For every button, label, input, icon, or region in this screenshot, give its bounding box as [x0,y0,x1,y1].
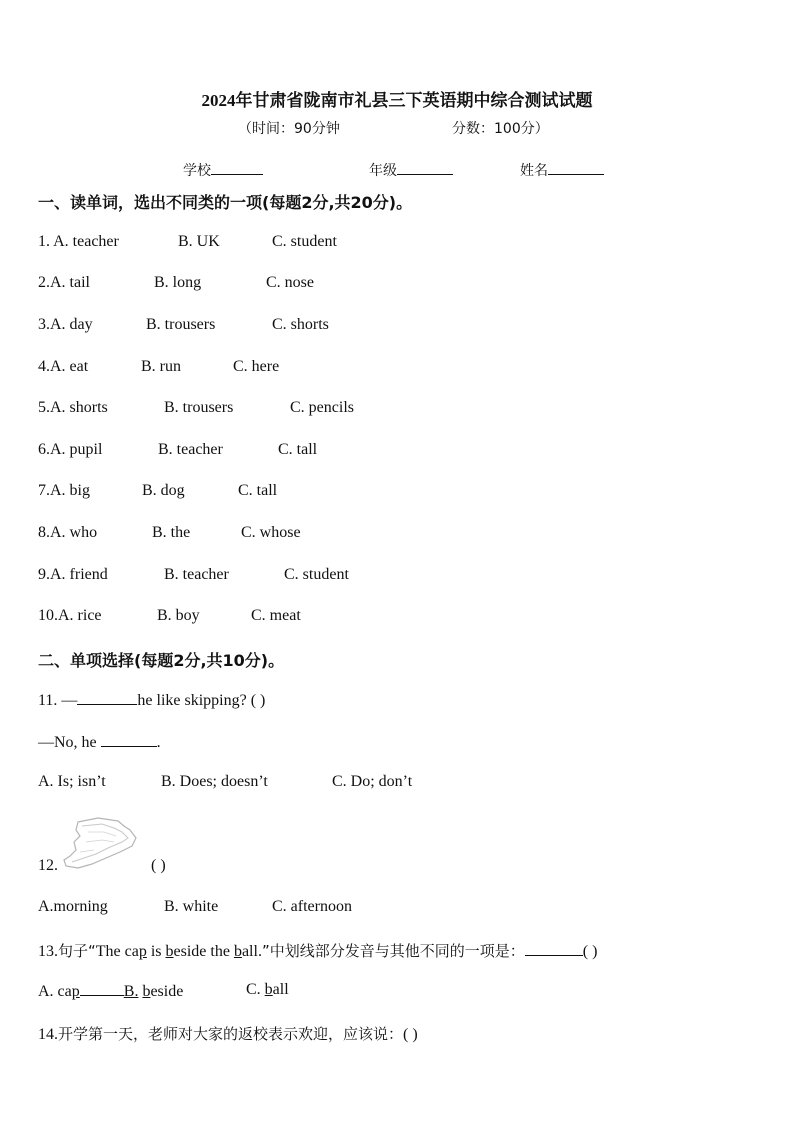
question-9 [38,566,349,584]
option-a: A. tail [50,274,90,291]
question-11-answer [38,732,161,752]
q-num: 7. [38,482,50,499]
page-title: 2024年甘肃省陇南市礼县三下英语期中综合测试试题 [201,91,593,110]
q-num: 2. [38,274,50,291]
underlined-letter: p [138,943,147,960]
q-num: 9. [38,566,50,583]
q-num: 13. [38,943,58,960]
option-c: C. shorts [272,316,329,333]
grade-label: 年级 [369,163,397,179]
option-b: B. white [164,898,219,915]
q-text: 开学第一天，老师对大家的返校表示欢迎，应该说： [58,1025,404,1043]
option-b: B. trousers [164,399,234,416]
sentence-part: The ca [95,943,139,960]
option-c: C. student [272,233,337,250]
q-num: 6. [38,441,50,458]
question-2 [38,274,314,292]
option-b: B. trousers [146,316,216,333]
option-c: C. ball [246,981,289,998]
name-blank[interactable] [548,160,604,175]
section1-heading: 一、读单词，选出不同类的一项(每题2分,共20分)。 [38,193,413,212]
option-a: A. day [50,316,93,333]
option-b: B. teacher [164,566,229,583]
answer-paren: ( ) [582,943,598,960]
school-field [183,160,263,180]
option-b: B. run [141,358,181,375]
option-a: A. who [50,524,98,541]
sentence-part: eside the [173,943,234,960]
answer-suffix: . [156,734,161,751]
question-10 [38,607,301,625]
option-b: B. long [154,274,202,291]
option-c: C. Do; don’t [332,773,413,790]
q-num: 12. [38,857,58,874]
question-1 [38,233,337,251]
question-6 [38,441,318,459]
q-prefix: 11. — [38,692,78,709]
option-b: B. teacher [158,441,223,458]
q-num: 3. [38,316,50,333]
question-11 [38,690,265,710]
option-b: B. dog [142,482,185,499]
question-4 [38,358,280,376]
answer-blank[interactable] [525,941,583,956]
option-b: B. UK [178,233,220,250]
answer-paren: ( ) [151,857,166,874]
option-a: A. friend [50,566,108,583]
option-a: A. eat [50,358,89,375]
option-c: C. meat [251,607,301,624]
exam-time: （时间：90分钟 [238,121,340,137]
option-a: A. cap [38,983,80,1000]
option-divider-line [80,981,124,996]
option-c: C. tall [278,441,318,458]
question-13 [38,940,597,961]
exam-score: 分数：100分） [452,121,549,137]
option-a: A. shorts [50,399,108,416]
q-num: 4. [38,358,50,375]
answer-paren: ( ) [403,1026,418,1043]
option-c: C. tall [238,482,278,499]
answer-blank[interactable] [101,732,157,747]
question-12-image [58,812,142,872]
q-num: 10. [38,607,58,624]
option-c: C. nose [266,274,314,291]
option-b: B. Does; doesn’t [161,773,268,790]
question-12 [38,857,166,875]
q-tail: ”中划线部分发音与其他不同的一项是： [261,942,525,960]
q-lead: 句子“ [58,942,96,960]
q-num: 14. [38,1026,58,1043]
question-7 [38,482,278,500]
question-8 [38,524,301,542]
answer-blank[interactable] [77,690,137,705]
underlined-letter: b [233,943,242,960]
question-3 [38,316,329,334]
option-a: A. pupil [50,441,103,458]
grade-blank[interactable] [397,160,453,175]
question-5 [38,399,354,417]
option-b: B. boy [157,607,200,624]
q-num: 8. [38,524,50,541]
name-field [520,160,604,180]
school-blank[interactable] [211,160,263,175]
answer-prefix: —No, he [38,734,101,751]
q-text: he like skipping? ( ) [137,692,266,709]
option-c: C. student [284,566,349,583]
option-b-label: B. [123,983,139,1000]
q-num: 1. [38,233,54,250]
school-label: 学校 [183,163,211,179]
question-11-options [38,773,413,791]
option-a: A. rice [58,607,102,624]
sentence-part: all. [241,943,262,960]
q-num: 5. [38,399,50,416]
option-b: beside [142,983,184,1000]
option-c: C. afternoon [272,898,352,915]
option-a: A. teacher [53,233,119,250]
option-a: A. Is; isn’t [38,773,106,790]
option-a: A.morning [38,898,108,915]
option-a: A. big [50,482,90,499]
hill-sketch-image [58,812,142,872]
name-label: 姓名 [520,163,548,179]
option-c: C. here [233,358,280,375]
question-12-options [38,898,352,916]
question-14 [38,1023,418,1044]
question-13-options [38,981,289,1001]
grade-field [369,160,453,180]
option-c: C. whose [241,524,301,541]
option-c: C. pencils [290,399,354,416]
sentence-part: is [146,943,166,960]
section2-heading: 二、单项选择(每题2分,共10分)。 [38,651,285,670]
option-b: B. the [152,524,191,541]
underlined-letter: b [165,943,174,960]
